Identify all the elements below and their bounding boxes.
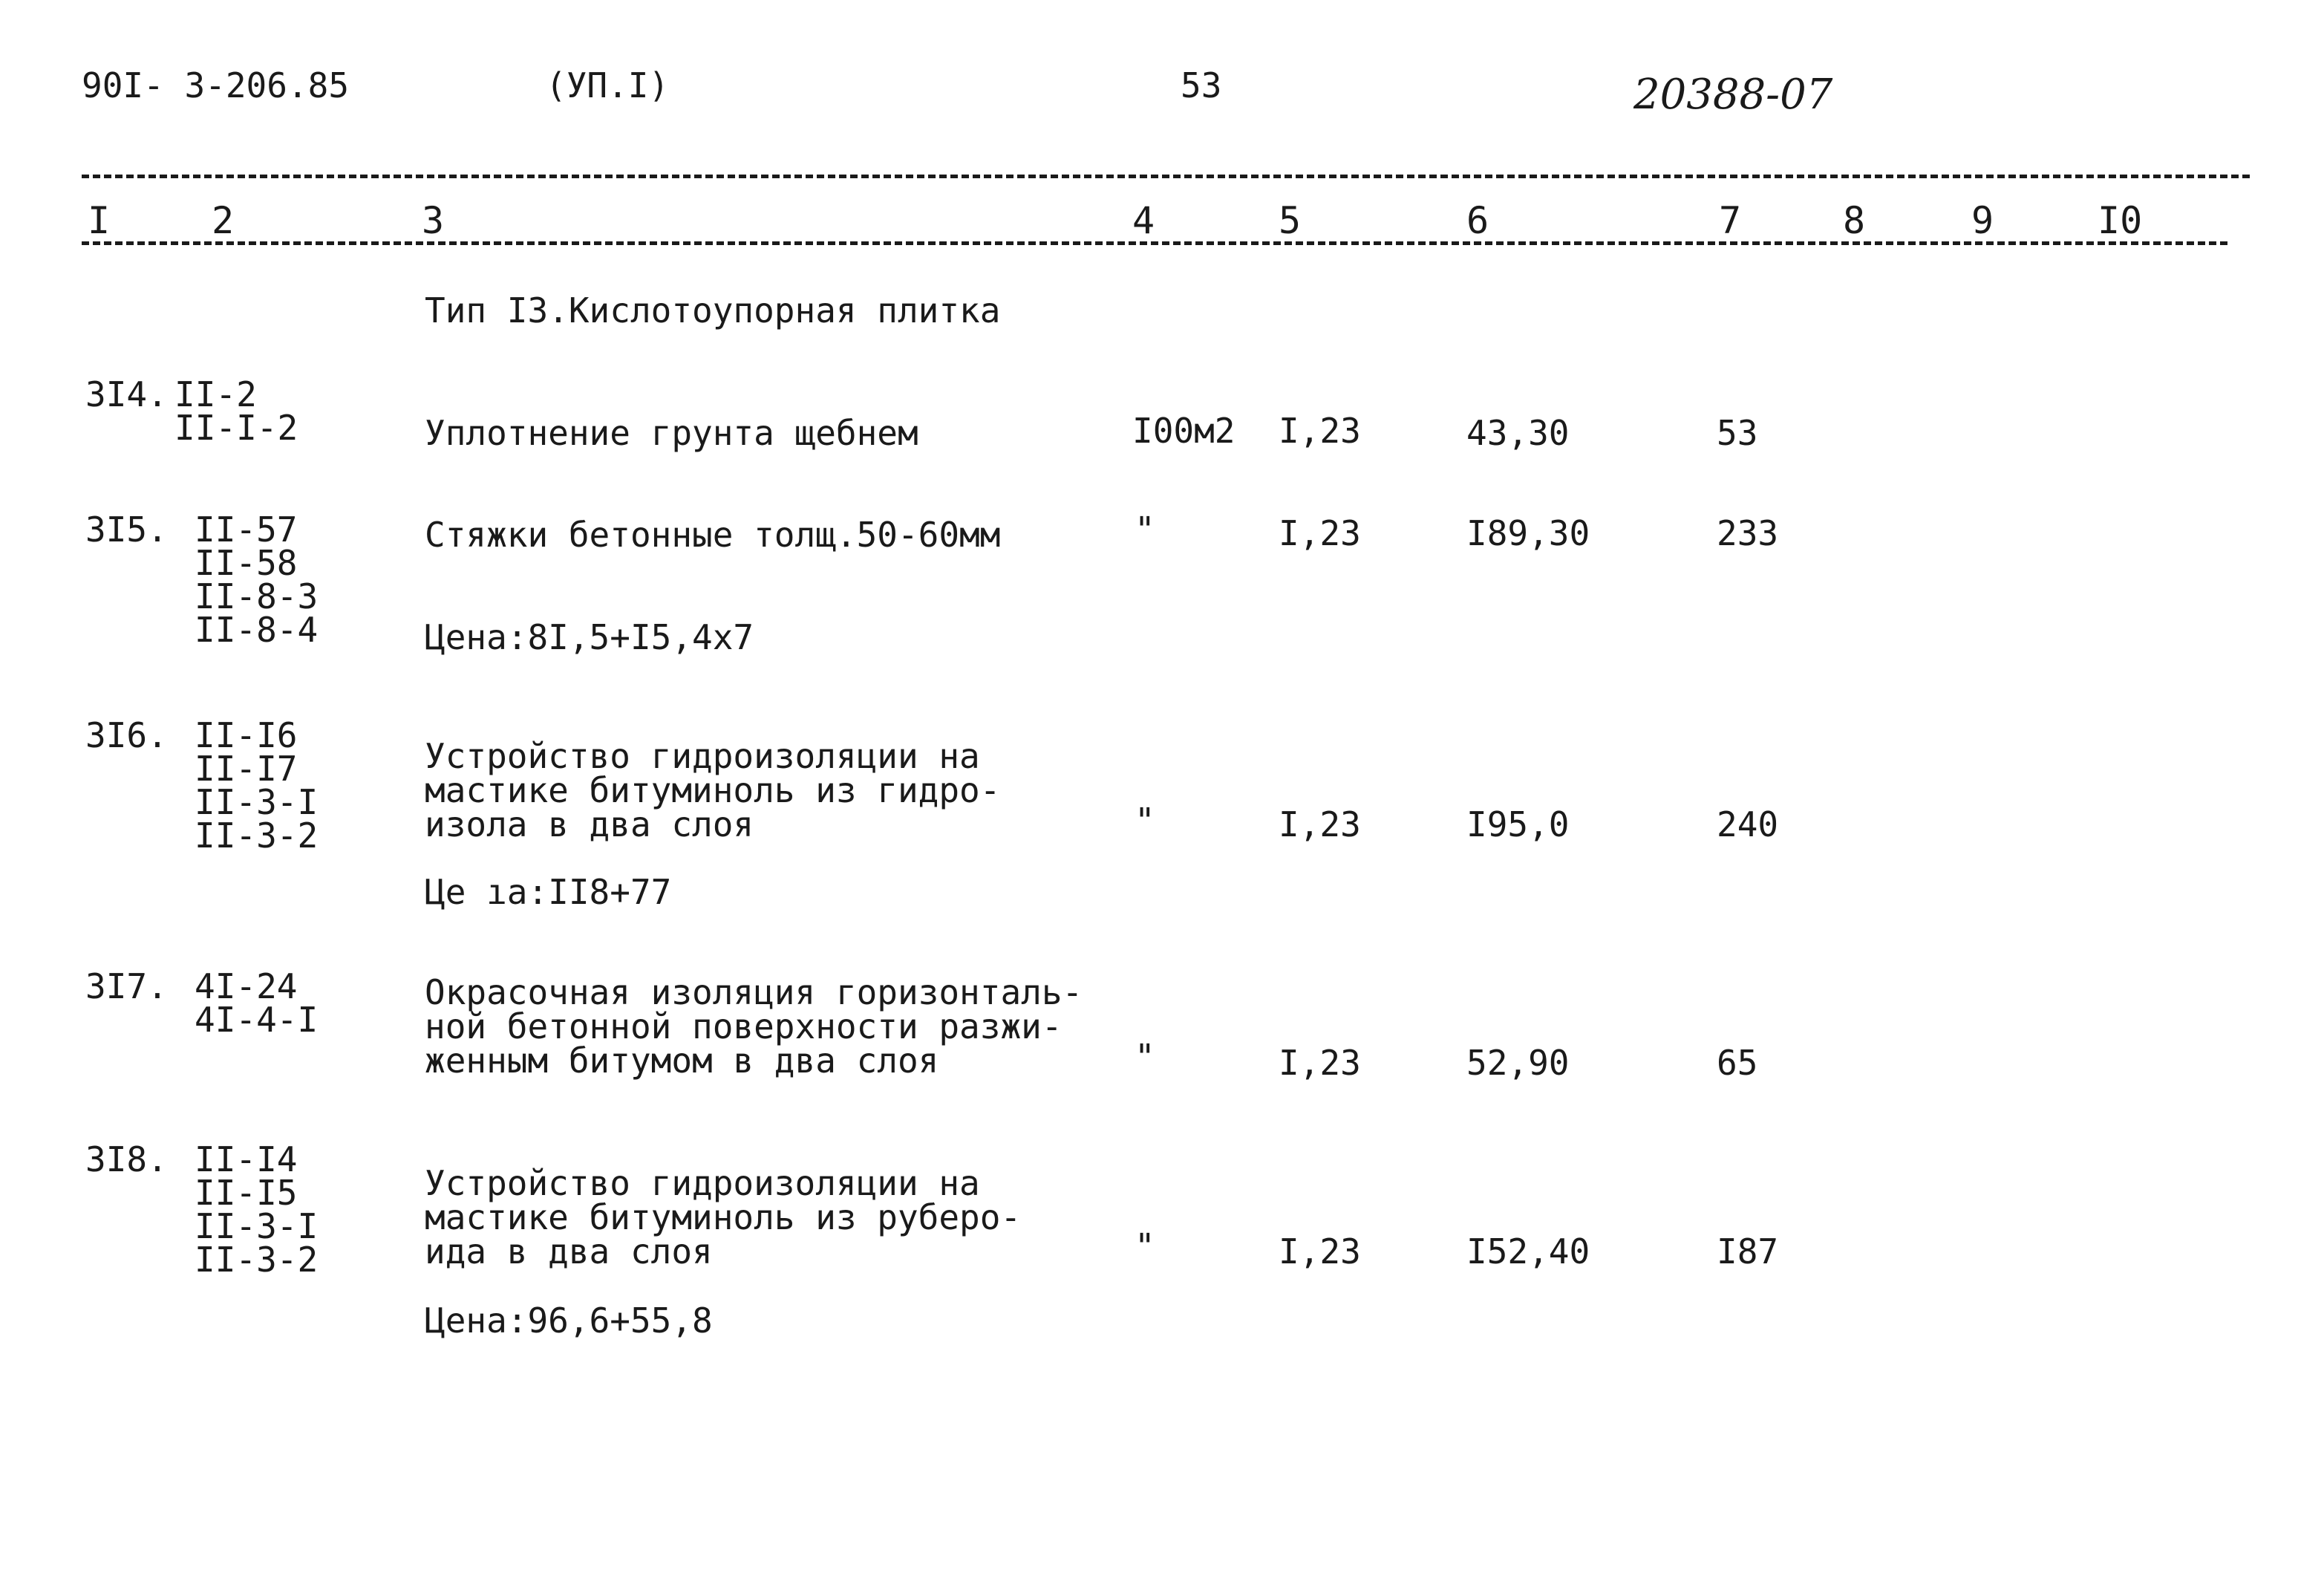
row-description: Устройство гидроизоляции на (425, 1163, 980, 1203)
row-description: Уплотнение грунта щебнем (425, 413, 918, 453)
top-rule (82, 175, 2250, 178)
row-code: II-3-I (195, 782, 319, 822)
row-quantity: I,23 (1279, 513, 1361, 553)
row-quantity: I,23 (1279, 804, 1361, 844)
row-unit: I00м2 (1132, 411, 1236, 451)
col-header-10: I0 (2098, 199, 2143, 242)
row-unit: " (1135, 1226, 1155, 1266)
col-header-3: 3 (422, 199, 445, 242)
col-header-9: 9 (1971, 199, 1994, 242)
row-description: Стяжки бетонные толщ.50-60мм (425, 515, 1001, 555)
bottom-rule (82, 241, 2227, 245)
row-price-note: Цена:96,6+55,8 (425, 1300, 713, 1341)
row-total: 233 (1717, 513, 1779, 553)
row-unit-cost: 43,30 (1466, 413, 1570, 453)
row-quantity: I,23 (1279, 411, 1361, 451)
row-description: женным битумом в два слоя (425, 1041, 939, 1081)
row-code: II-3-I (195, 1206, 319, 1246)
row-unit-cost: 52,90 (1466, 1043, 1570, 1083)
row-number: 3I4. (85, 374, 168, 414)
row-unit-cost: I52,40 (1466, 1231, 1590, 1272)
row-description: изола в два слоя (425, 804, 754, 844)
col-header-2: 2 (212, 199, 235, 242)
row-code: II-I-2 (174, 408, 298, 448)
row-unit: " (1135, 1037, 1155, 1077)
row-description: Устройство гидроизоляции на (425, 736, 980, 776)
col-header-5: 5 (1279, 199, 1302, 242)
row-description: ида в два слоя (425, 1231, 713, 1272)
col-header-4: 4 (1132, 199, 1155, 242)
row-total: 53 (1717, 413, 1758, 453)
col-header-6: 6 (1466, 199, 1489, 242)
row-description: ной бетонной поверхности разжи- (425, 1006, 1063, 1046)
row-code: II-I6 (195, 715, 298, 755)
row-number: 3I6. (85, 715, 168, 755)
col-header-8: 8 (1843, 199, 1866, 242)
section-title: Тип I3.Кислотоупорная плитка (425, 290, 1001, 331)
row-description: мастике битуминоль из руберо- (425, 1197, 1022, 1237)
row-number: 3I7. (85, 966, 168, 1006)
row-code: II-I4 (195, 1139, 298, 1179)
row-description: Окрасочная изоляция горизонталь- (425, 972, 1083, 1012)
row-number: 3I5. (85, 509, 168, 550)
col-header-7: 7 (1719, 199, 1742, 242)
row-code: II-58 (195, 543, 298, 583)
document-code: 90I- 3-206.85 (82, 65, 350, 105)
row-quantity: I,23 (1279, 1043, 1361, 1083)
row-code: II-8-4 (195, 610, 319, 650)
row-code: II-3-2 (195, 1240, 319, 1280)
row-code: II-3-2 (195, 815, 319, 856)
row-code: II-2 (174, 374, 257, 414)
row-price-note: Цена:8I,5+I5,4x7 (425, 617, 754, 657)
row-code: II-57 (195, 509, 298, 550)
row-unit-cost: I95,0 (1466, 804, 1570, 844)
row-total: I87 (1717, 1231, 1779, 1272)
row-price-note: Це ıа:II8+77 (425, 872, 672, 912)
row-total: 240 (1717, 804, 1779, 844)
row-code: II-8-3 (195, 576, 319, 616)
row-total: 65 (1717, 1043, 1758, 1083)
inventory-number: 20388-07 (1633, 71, 1833, 119)
row-code: II-I7 (195, 749, 298, 789)
row-description: мастике битуминоль из гидро- (425, 770, 1001, 810)
row-unit-cost: I89,30 (1466, 513, 1590, 553)
row-code: 4I-24 (195, 966, 298, 1006)
row-unit: " (1135, 509, 1155, 550)
row-unit: " (1135, 801, 1155, 841)
row-code: 4I-4-I (195, 1000, 319, 1040)
row-quantity: I,23 (1279, 1231, 1361, 1272)
col-header-1: I (88, 199, 111, 242)
page-number: 53 (1181, 65, 1222, 105)
volume-label: (УП.I) (546, 65, 670, 105)
row-code: II-I5 (195, 1173, 298, 1213)
row-number: 3I8. (85, 1139, 168, 1179)
